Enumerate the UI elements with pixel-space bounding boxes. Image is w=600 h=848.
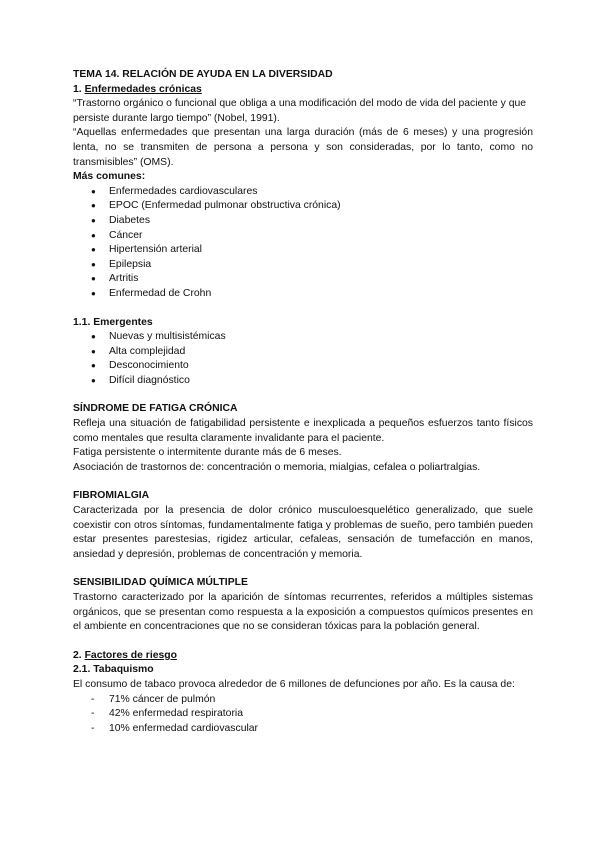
section-2-number: 2. bbox=[73, 649, 85, 661]
list-item: ● Diabetes bbox=[91, 214, 533, 229]
list-item: ● EPOC (Enfermedad pulmonar obstructiva crónica) bbox=[91, 199, 533, 214]
list-item: - 42% enfermedad respiratoria bbox=[91, 707, 533, 722]
section-1-number: 1. bbox=[73, 83, 85, 95]
tobacco-text: El consumo de tabaco provoca alrededor de 6 millones de defunciones por año. Es la causa de: bbox=[73, 678, 515, 690]
list-item: - 10% enfermedad cardiovascular bbox=[91, 722, 533, 737]
section-2-heading bbox=[73, 649, 533, 664]
chronic-fatigue-p3: Asociación de trastornos de: concentración o memoria, mialgias, cefalea o poliartralgias. bbox=[73, 461, 481, 473]
common-diseases-list bbox=[73, 185, 533, 302]
definition-oms: “Aquellas enfermedades que presentan una larga duración (más de 6 meses) y una progresión lenta, no se transmiten de persona a persona y son consideradas, por lo tanto, como no transmisibles” (OMS). bbox=[73, 127, 533, 168]
tobacco-list bbox=[73, 693, 533, 737]
document-page bbox=[73, 68, 533, 736]
section-1-title: Enfermedades crónicas bbox=[84, 83, 202, 95]
list-item: ● Nuevas y multisistémicas bbox=[91, 330, 533, 345]
list-item: ● Enfermedad de Crohn bbox=[91, 287, 533, 302]
mcs-text: Trastorno caracterizado por la aparición de síntomas recurrentes, referidos a múltiples sistemas orgánicos, que se presentan como respuesta a la exposición a compuestos químicos presentes en el ambiente en concentraciones que no se consideran tóxicas para la población general. bbox=[73, 592, 533, 633]
definition-nobel: “Trastorno orgánico o funcional que obliga a una modificación del modo de vida del paciente y que persiste durante largo tiempo” (Nobel, 1991). bbox=[73, 98, 527, 124]
section-1-1-heading: 1.1. Emergentes bbox=[73, 316, 153, 328]
list-item: ● Cáncer bbox=[91, 229, 533, 244]
section-1-heading bbox=[73, 83, 533, 98]
mcs-heading: SENSIBILIDAD QUÍMICA MÚLTIPLE bbox=[73, 577, 248, 589]
chronic-fatigue-heading: SÍNDROME DE FATIGA CRÓNICA bbox=[73, 403, 238, 415]
emergent-list bbox=[73, 330, 533, 388]
chronic-fatigue-p1: Refleja una situación de fatigabilidad persistente e inexplicada a pequeños esfuerzos tanto físicos como mentales que resulta claramente invalidante para el paciente. bbox=[73, 418, 533, 444]
section-2-title: Factores de riesgo bbox=[84, 649, 177, 661]
list-item: - 71% cáncer de pulmón bbox=[91, 693, 533, 708]
list-item: ● Enfermedades cardiovasculares bbox=[91, 185, 533, 200]
fibromyalgia-text: Caracterizada por la presencia de dolor crónico musculoesquelético generalizado, que suele coexistir con otros síntomas, fundamentalmente fatiga y problemas de sueño, pero también pueden estar presentes parestesias, rigidez articular, cefaleas, sensación de tumefacción en manos, ansiedad y depresión, problemas de concentración y memoria. bbox=[73, 505, 533, 560]
document-title: TEMA 14. RELACIÓN DE AYUDA EN LA DIVERSIDAD bbox=[73, 69, 333, 80]
list-item: ● Artritis bbox=[91, 272, 533, 287]
chronic-fatigue-p2: Fatiga persistente o intermitente durante más de 6 meses. bbox=[73, 447, 342, 459]
list-item: ● Alta complejidad bbox=[91, 345, 533, 360]
fibromyalgia-heading: FIBROMIALGIA bbox=[73, 490, 150, 502]
list-item: ● Difícil diagnóstico bbox=[91, 374, 533, 389]
list-item: ● Epilepsia bbox=[91, 258, 533, 273]
list-item: ● Desconocimiento bbox=[91, 359, 533, 374]
section-2-1-heading: 2.1. Tabaquismo bbox=[73, 664, 154, 676]
list-item: ● Hipertensión arterial bbox=[91, 243, 533, 258]
common-label: Más comunes: bbox=[73, 171, 146, 183]
